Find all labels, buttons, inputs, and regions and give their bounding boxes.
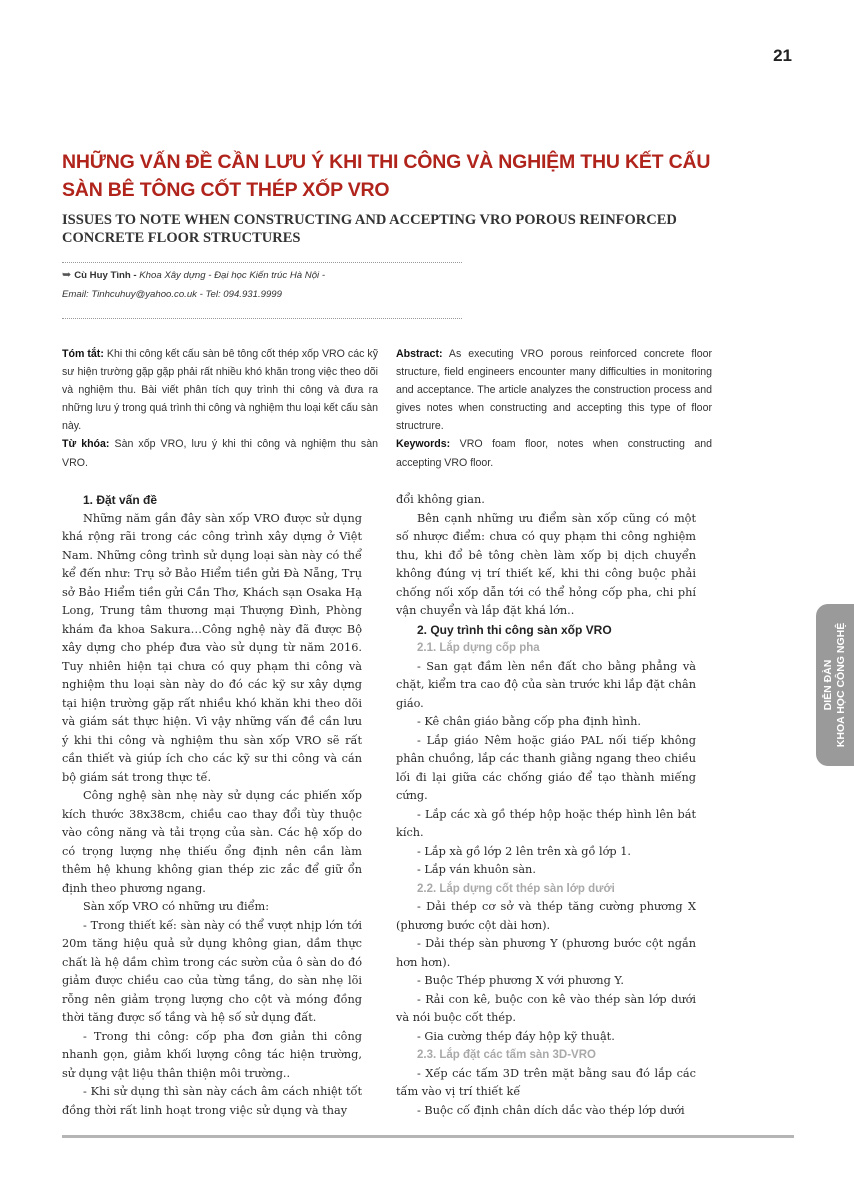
subsection-heading-2-3: 2.3. Lắp đặt các tấm sàn 3D-VRO bbox=[417, 1049, 596, 1061]
author-block bbox=[62, 266, 482, 304]
abstract-en-text: As executing VRO porous reinforced concrete floor structure, field engineers encounter many difficulties in monitoring and acceptance. The article analyzes the construction process and gives notes when constructing and accepting this type of floor structrure. bbox=[396, 348, 712, 433]
list-item: - Buộc cố định chân dích dắc vào thép lớp dưới bbox=[417, 1103, 685, 1117]
keywords-en-label: Keywords: bbox=[396, 438, 451, 451]
paragraph: - Trong thi công: cốp pha đơn giản thi công nhanh gọn, giảm khối lượng công tác hiện trường, sử dụng vật liệu thân thiện môi trường.. bbox=[62, 1029, 362, 1080]
list-item: - Rải con kê, buộc con kê vào thép sàn lớp dưới và nói buộc cốt thép. bbox=[396, 992, 696, 1024]
side-tab-line-2: KHOA HỌC CÔNG NGHỆ bbox=[835, 622, 847, 748]
keywords-vi-label: Từ khóa: bbox=[62, 438, 110, 451]
list-item: - Lắp giáo Nêm hoặc giáo PAL nối tiếp không phân chuồng, lắp các thanh giằng ngang theo chiều lối đi lại giữa các chống giáo để tạo thành miếng cứng. bbox=[396, 733, 696, 802]
section-heading-2: 2. Quy trình thi công sàn xốp VRO bbox=[417, 622, 612, 637]
abstract-en-label: Abstract: bbox=[396, 348, 443, 360]
article-title-vi: NHỮNG VẤN ĐỀ CẦN LƯU Ý KHI THI CÔNG VÀ NGHIỆM THU KẾT CẤU SÀN BÊ TÔNG CỐT THÉP XỐP VRO bbox=[62, 151, 711, 201]
divider-top bbox=[62, 262, 462, 263]
body-column-right bbox=[396, 491, 696, 1120]
author-contact: Email: Tinhcuhuy@yahoo.co.uk - Tel: 094.931.9999 bbox=[62, 289, 282, 300]
list-item: - Buộc Thép phương X với phương Y. bbox=[417, 974, 625, 987]
paragraph: Công nghệ sàn nhẹ này sử dụng các phiến xốp kích thước 38x38cm, chiều cao thay đổi tùy thuộc vào công năng và tải trọng của sàn. Các hệ xốp do có trọng lượng nhẹ thiếu ổng định nên cần làm thêm hệ khung không gian thép zic zắc để giữ ổn định theo phương ngang. bbox=[62, 789, 362, 895]
page-number: 21 bbox=[773, 46, 792, 65]
paragraph: đổi không gian. bbox=[396, 493, 485, 506]
author-arrow-icon: ➥ bbox=[62, 269, 72, 281]
abstract-vi bbox=[62, 345, 378, 472]
author-line bbox=[62, 266, 482, 285]
subsection-heading-2-1: 2.1. Lắp dựng cốp pha bbox=[417, 642, 540, 654]
paragraph: Những năm gần đây sàn xốp VRO được sử dụng khá rộng rãi trong các công trình xây dựng ở Việt Nam. Những công trình sử dụng loại sàn này có thể kể đến như: Trụ sở Bảo Hiểm tiền gửi Đà Nẵng, Trụ sở Bảo Hiểm tiền gửi Cần Thơ, Khách sạn Osaka Hạ Long, Trung tâm thương mại Thượng Đình, Phòng khám đa khoa Sakura…Công nghệ này đã được Bộ xây dựng cho phép đưa vào sử dụng từ năm 2016. Tuy nhiên hiện tại chưa có quy phạm thi công và nghiệm thu loại sàn này do đó các kỹ sư xây dựng tại hiện trường gặp rất nhiều khó khăn khi theo dõi và giám sát thực hiện. Vì vậy những vấn đề cần lưu ý khi thi công và nghiệm thu sàn xốp VRO sẽ rất cần thiết và giúp ích cho các kỹ sư thi công và cán bộ giám sát trong thực tế. bbox=[62, 511, 362, 784]
footer-rule bbox=[62, 1135, 794, 1138]
list-item: - Kê chân giáo bằng cốp pha định hình. bbox=[417, 715, 641, 728]
list-item: - Lắp xà gồ lớp 2 lên trên xà gồ lớp 1. bbox=[417, 844, 632, 858]
subsection-heading-2-2: 2.2. Lắp dựng cốt thép sàn lớp dưới bbox=[417, 882, 615, 895]
side-tab-line-1: DIỄN ĐÀN bbox=[822, 659, 834, 711]
section-side-tab bbox=[816, 604, 854, 766]
paragraph: - Trong thiết kế: sàn này có thể vượt nhịp lớn tới 20m tăng hiệu quả sử dụng không gian, dầm thực chất là hệ dầm chìm trong các sườn của ô sàn do đó giảm được chiều cao của từng tầng, do sàn nhẹ lõi rỗng nên giảm trọng lượng cho cột và móng đồng thời tăng được số tầng và hệ số sử dụng đất. bbox=[62, 918, 362, 1024]
divider-bottom bbox=[62, 318, 462, 319]
author-name: Cù Huy Tình - bbox=[74, 270, 137, 281]
section-heading-1: 1. Đặt vấn đề bbox=[83, 493, 158, 507]
keywords-vi-text: Sàn xốp VRO, lưu ý khi thi công và nghiệm thu sàn VRO. bbox=[62, 438, 378, 469]
paragraph: Bên cạnh những ưu điểm sàn xốp cũng có một số nhược điểm: chưa có quy phạm thi công nghiệm thu, khi đổ bê tông chèn làm xốp bị dịch chuyển không đúng vị trí thiết kế, khi thi công buộc phải chống nối xốp dẫn tới có thể hỏng cốp pha, chi phí vận chuyển và lắp đặt khá lớn.. bbox=[396, 511, 696, 617]
keywords-en-text: VRO foam floor, notes when constructing and accepting VRO floor. bbox=[396, 438, 712, 469]
paragraph: - Khi sử dụng thì sàn này cách âm cách nhiệt tốt đồng thời rất linh hoạt trong việc sử dụng và thay bbox=[62, 1085, 362, 1117]
list-item: - Xếp các tấm 3D trên mặt bằng sau đó lắp các tấm vào vị trí thiết kế bbox=[396, 1066, 696, 1098]
author-affiliation: Khoa Xây dựng - Đại học Kiến trúc Hà Nội - bbox=[139, 270, 326, 281]
article-title-en: ISSUES TO NOTE WHEN CONSTRUCTING AND ACCEPTING VRO POROUS REINFORCED CONCRETE FLOOR STRUCTURES bbox=[62, 212, 677, 246]
abstract-vi-text: Khi thi công kết cấu sàn bê tông cốt thép xốp VRO các kỹ sư hiện trường gặp gặp phải rất nhiều khó khăn trong việc theo dõi và nghiệm thu. Bài viết phân tích quy trình thi công và đưa ra những lưu ý trong quá trình thi công và nghiệm thu loại kết cấu sàn này. bbox=[62, 348, 379, 433]
list-item: - San gạt đầm lèn nền đất cho bằng phẳng và chặt, kiểm tra cao độ của sàn trước khi lắp đặt chân giáo. bbox=[396, 659, 696, 710]
list-item: - Lắp các xà gồ thép hộp hoặc thép hình lên bát kích. bbox=[396, 807, 696, 839]
abstract-vi-label: Tóm tắt: bbox=[62, 348, 104, 360]
abstract-en bbox=[396, 345, 712, 472]
list-item: - Lắp ván khuôn sàn. bbox=[417, 863, 536, 876]
list-item: - Dải thép sàn phương Y (phương bước cột ngắn hơn hơn). bbox=[396, 937, 696, 969]
list-item: - Gia cường thép đáy hộp kỹ thuật. bbox=[417, 1029, 615, 1043]
body-column-left bbox=[62, 491, 362, 1120]
list-item: - Dải thép cơ sở và thép tăng cường phương X (phương bước cột dài hơn). bbox=[396, 900, 696, 932]
paragraph: Sàn xốp VRO có những ưu điểm: bbox=[83, 900, 270, 913]
